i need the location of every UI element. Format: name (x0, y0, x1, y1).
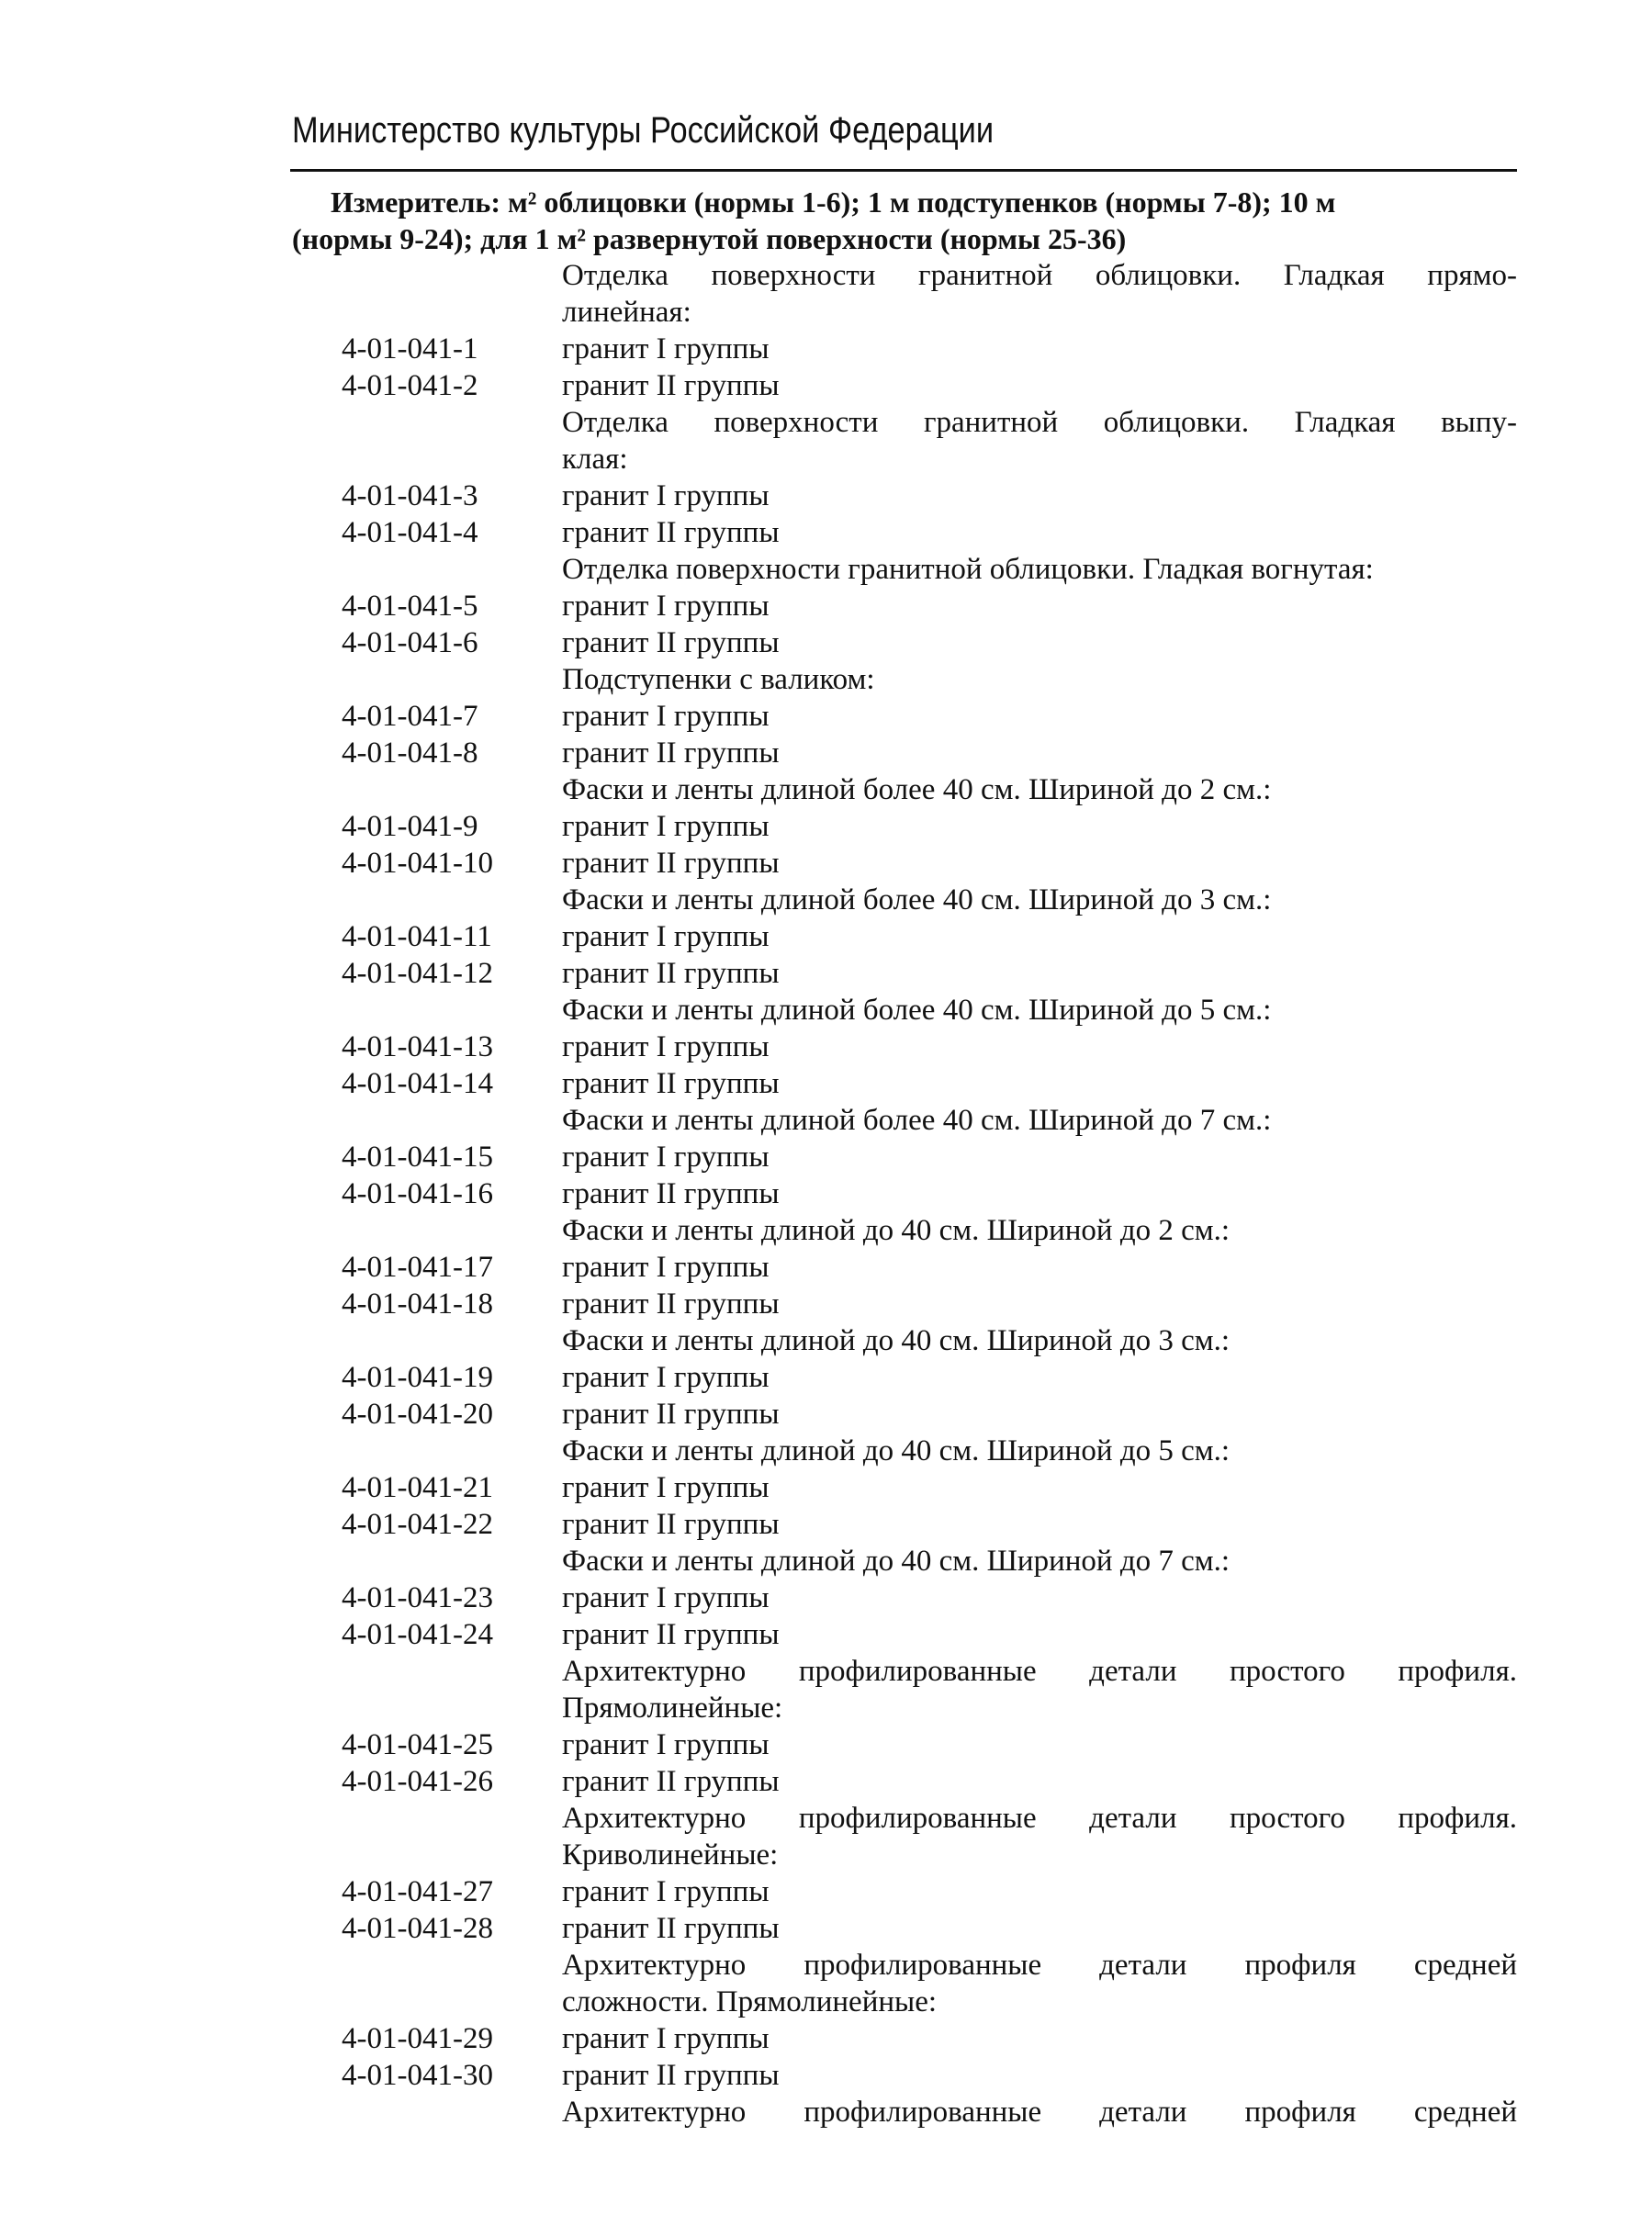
norm-code: 4-01-041-13 (342, 1030, 493, 1063)
section-heading-line (0, 1984, 1652, 2020)
section-heading-text: Фаски и ленты длиной до 40 см. Шириной до 7 см.: (562, 1545, 1231, 1578)
norm-code: 4-01-041-21 (342, 1471, 493, 1504)
norm-item-row (0, 1469, 1652, 1506)
section-heading-line (0, 882, 1652, 918)
norm-item-row (0, 2057, 1652, 2094)
norm-description: гранит II группы (562, 1508, 780, 1541)
norm-code: 4-01-041-3 (342, 479, 478, 512)
section-heading-text: Отделка поверхности гранитной облицовки. Гладкая выпу- (562, 406, 1517, 439)
norm-code: 4-01-041-8 (342, 736, 478, 770)
section-heading-line (0, 1653, 1652, 1690)
section-heading-line (0, 1690, 1652, 1726)
norm-code: 4-01-041-12 (342, 957, 493, 990)
section-heading-text: клая: (562, 443, 628, 476)
norm-item-row (0, 808, 1652, 845)
section-heading-text: Отделка поверхности гранитной облицовки. Гладкая прямо- (562, 259, 1517, 292)
section-heading-line (0, 661, 1652, 698)
norm-code: 4-01-041-11 (342, 920, 492, 953)
norm-item-row (0, 1873, 1652, 1910)
norm-description: гранит I группы (562, 332, 770, 365)
norm-item-row (0, 1139, 1652, 1175)
norm-description: гранит II группы (562, 957, 780, 990)
norm-code: 4-01-041-30 (342, 2059, 493, 2092)
norm-description: гранит II группы (562, 1618, 780, 1651)
norm-code: 4-01-041-27 (342, 1875, 493, 1908)
section-heading-text: Фаски и ленты длиной до 40 см. Шириной до 5 см.: (562, 1434, 1231, 1467)
section-heading-text: Фаски и ленты длиной более 40 см. Шириной до 2 см.: (562, 773, 1272, 806)
norm-description: гранит I группы (562, 1361, 770, 1394)
norm-item-row (0, 845, 1652, 882)
section-heading-line (0, 1433, 1652, 1469)
section-heading-line (0, 1800, 1652, 1837)
norm-item-row (0, 2020, 1652, 2057)
section-heading-text: Фаски и ленты длиной более 40 см. Шириной до 7 см.: (562, 1104, 1272, 1137)
norm-description: гранит I группы (562, 1141, 770, 1174)
section-heading-text: Прямолинейные: (562, 1692, 783, 1725)
norm-code: 4-01-041-22 (342, 1508, 493, 1541)
norm-description: гранит I группы (562, 700, 770, 733)
norm-code: 4-01-041-25 (342, 1728, 493, 1761)
norm-item-row (0, 955, 1652, 992)
norm-description: гранит II группы (562, 2059, 780, 2092)
norm-code: 4-01-041-6 (342, 626, 478, 659)
norm-code: 4-01-041-19 (342, 1361, 493, 1394)
norm-item-row (0, 331, 1652, 367)
norm-code: 4-01-041-9 (342, 810, 478, 843)
section-heading-line (0, 551, 1652, 588)
section-heading-text: Криволинейные: (562, 1838, 779, 1872)
norm-description: гранит I группы (562, 590, 770, 623)
norm-item-row (0, 1175, 1652, 1212)
norm-code: 4-01-041-4 (342, 516, 478, 549)
norm-item-row (0, 1726, 1652, 1763)
section-heading-line (0, 1837, 1652, 1873)
section-heading-line (0, 2094, 1652, 2130)
section-heading-line (0, 1947, 1652, 1984)
norm-code: 4-01-041-5 (342, 590, 478, 623)
section-heading-line (0, 1212, 1652, 1249)
section-heading-text: Фаски и ленты длиной более 40 см. Шириной до 3 см.: (562, 883, 1272, 916)
section-heading-line (0, 404, 1652, 441)
norm-code: 4-01-041-24 (342, 1618, 493, 1651)
norm-description: гранит II группы (562, 1067, 780, 1100)
norm-item-row (0, 624, 1652, 661)
section-heading-text: Фаски и ленты длиной до 40 см. Шириной до 2 см.: (562, 1214, 1231, 1247)
norm-description: гранит II группы (562, 1765, 780, 1798)
norm-description: гранит I группы (562, 2022, 770, 2055)
norm-item-row (0, 1065, 1652, 1102)
norms-list (0, 257, 1652, 2130)
norm-item-row (0, 588, 1652, 624)
norm-item-row (0, 1029, 1652, 1065)
norm-description: гранит II группы (562, 736, 780, 770)
section-heading-text: Архитектурно профилированные детали профиля средней (562, 1949, 1517, 1982)
norm-description: гранит I группы (562, 1728, 770, 1761)
section-heading-text: Отделка поверхности гранитной облицовки. Гладкая вогнутая: (562, 553, 1374, 586)
section-heading-text: Архитектурно профилированные детали профиля средней (562, 2096, 1517, 2129)
norm-item-row (0, 478, 1652, 514)
norm-description: гранит I группы (562, 479, 770, 512)
header-divider (290, 169, 1517, 172)
norm-item-row (0, 735, 1652, 771)
section-heading-text: Архитектурно профилированные детали простого профиля. (562, 1655, 1517, 1688)
norm-description: гранит I группы (562, 1581, 770, 1614)
norm-description: гранит II группы (562, 1398, 780, 1431)
norm-code: 4-01-041-23 (342, 1581, 493, 1614)
section-heading-text: Фаски и ленты длиной до 40 см. Шириной до 3 см.: (562, 1324, 1231, 1357)
norm-code: 4-01-041-29 (342, 2022, 493, 2055)
norm-description: гранит I группы (562, 920, 770, 953)
norm-description: гранит I группы (562, 1875, 770, 1908)
norm-code: 4-01-041-20 (342, 1398, 493, 1431)
section-heading-text: Подступенки с валиком: (562, 663, 875, 696)
norm-item-row (0, 1359, 1652, 1396)
section-heading-line (0, 294, 1652, 331)
norm-item-row (0, 1910, 1652, 1947)
section-heading-line (0, 257, 1652, 294)
norm-description: гранит I группы (562, 1251, 770, 1284)
norm-description: гранит II группы (562, 1287, 780, 1321)
norm-description: гранит I группы (562, 810, 770, 843)
norm-description: гранит II группы (562, 516, 780, 549)
section-heading-text: линейная: (562, 296, 691, 329)
section-heading-text: Архитектурно профилированные детали простого профиля. (562, 1802, 1517, 1835)
section-heading-text: Фаски и ленты длиной более 40 см. Шириной до 5 см.: (562, 994, 1272, 1027)
norm-code: 4-01-041-16 (342, 1177, 493, 1210)
norm-description: гранит II группы (562, 369, 780, 402)
norm-item-row (0, 1580, 1652, 1616)
norm-item-row (0, 514, 1652, 551)
section-heading-text: сложности. Прямолинейные: (562, 1985, 938, 2018)
norm-code: 4-01-041-15 (342, 1141, 493, 1174)
measurement-unit-line-1: Измеритель: м² облицовки (нормы 1-6); 1 м подступенков (нормы 7-8); 10 м (331, 186, 1336, 219)
norm-item-row (0, 1249, 1652, 1286)
norm-description: гранит II группы (562, 1912, 780, 1945)
norm-code: 4-01-041-10 (342, 847, 493, 880)
norm-code: 4-01-041-1 (342, 332, 478, 365)
norm-code: 4-01-041-14 (342, 1067, 493, 1100)
norm-description: гранит I группы (562, 1030, 770, 1063)
norm-code: 4-01-041-26 (342, 1765, 493, 1798)
section-heading-line (0, 441, 1652, 478)
section-heading-line (0, 1322, 1652, 1359)
norm-code: 4-01-041-7 (342, 700, 478, 733)
section-heading-line (0, 1543, 1652, 1580)
norm-item-row (0, 1286, 1652, 1322)
norm-code: 4-01-041-28 (342, 1912, 493, 1945)
norm-item-row (0, 1616, 1652, 1653)
norm-description: гранит II группы (562, 1177, 780, 1210)
norm-item-row (0, 918, 1652, 955)
measurement-unit-note (292, 184, 1519, 257)
norm-code: 4-01-041-17 (342, 1251, 493, 1284)
norm-code: 4-01-041-18 (342, 1287, 493, 1321)
section-heading-line (0, 992, 1652, 1029)
norm-description: гранит II группы (562, 626, 780, 659)
section-heading-line (0, 771, 1652, 808)
norm-code: 4-01-041-2 (342, 369, 478, 402)
norm-description: гранит I группы (562, 1471, 770, 1504)
section-heading-line (0, 1102, 1652, 1139)
page-header-title: Министерство культуры Российской Федерации (292, 110, 995, 151)
norm-item-row (0, 367, 1652, 404)
norm-item-row (0, 1396, 1652, 1433)
measurement-unit-line-2: (нормы 9-24); для 1 м² развернутой поверхности (нормы 25-36) (292, 222, 1127, 255)
norm-item-row (0, 698, 1652, 735)
norm-description: гранит II группы (562, 847, 780, 880)
norm-item-row (0, 1506, 1652, 1543)
norm-item-row (0, 1763, 1652, 1800)
